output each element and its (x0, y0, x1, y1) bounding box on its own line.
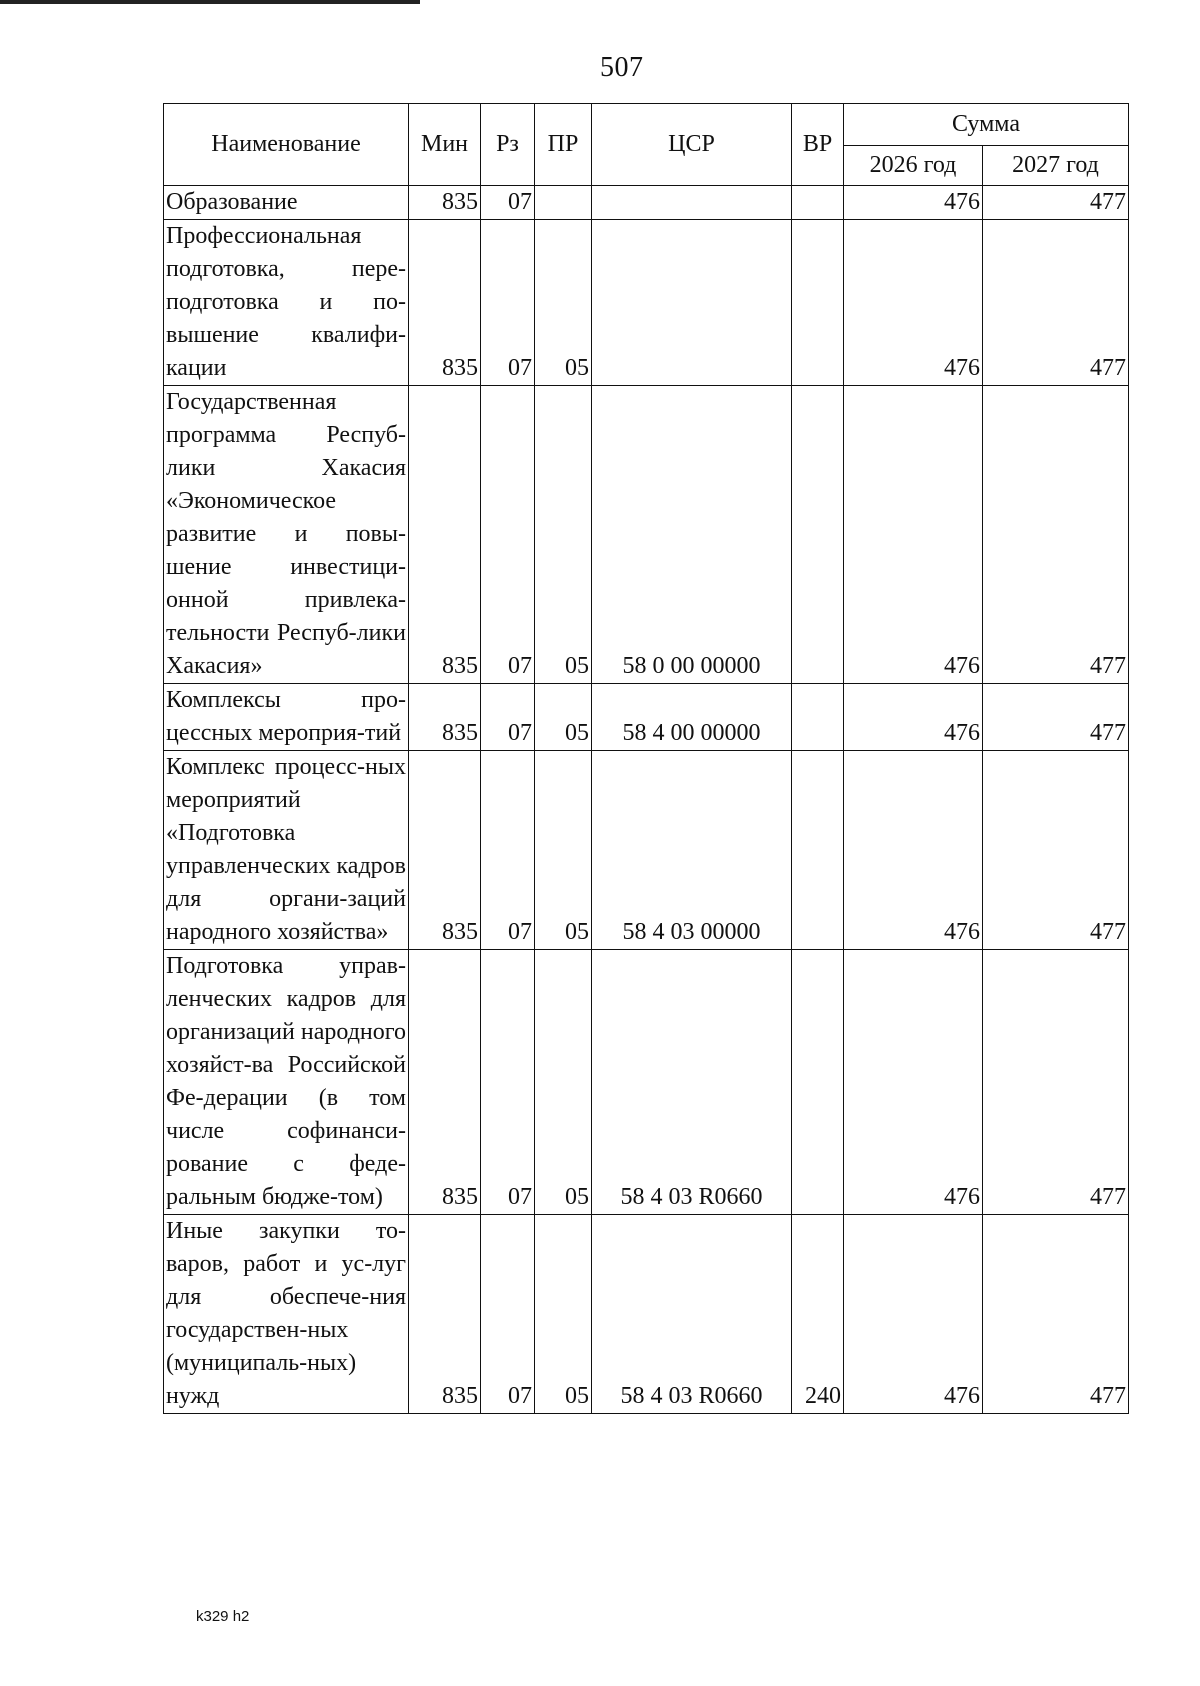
row-csr: 58 4 03 R0660 (592, 950, 792, 1215)
header-csr: ЦСР (592, 104, 792, 186)
row-pr: 05 (535, 684, 592, 751)
row-pr: 05 (535, 386, 592, 684)
row-csr: 58 0 00 00000 (592, 386, 792, 684)
row-sum-2026: 476 (844, 220, 983, 386)
header-year-2027: 2027 год (983, 146, 1129, 186)
header-name: Наименование (164, 104, 409, 186)
row-vr (792, 386, 844, 684)
header-sum: Сумма (844, 104, 1129, 146)
scan-edge-line (0, 0, 420, 4)
row-sum-2027: 477 (983, 186, 1129, 220)
row-csr: 58 4 03 R0660 (592, 1215, 792, 1414)
row-name: Государственная программа Респуб-лики Хакасия «Экономическое развитие и повы-шение инвестици-онной привлека-тельности Респуб-лики Хакасия» (164, 386, 409, 684)
row-sum-2027: 477 (983, 684, 1129, 751)
row-sum-2027: 477 (983, 386, 1129, 684)
row-sum-2027: 477 (983, 950, 1129, 1215)
row-rz: 07 (481, 220, 535, 386)
row-pr (535, 186, 592, 220)
row-sum-2027: 477 (983, 751, 1129, 950)
header-rz: Рз (481, 104, 535, 186)
row-rz: 07 (481, 950, 535, 1215)
row-min: 835 (409, 186, 481, 220)
header-pr: ПР (535, 104, 592, 186)
row-sum-2026: 476 (844, 684, 983, 751)
row-sum-2026: 476 (844, 386, 983, 684)
row-rz: 07 (481, 751, 535, 950)
row-name: Профессиональная подготовка, пере-подготовка и по-вышение квалифи-кации (164, 220, 409, 386)
row-pr: 05 (535, 1215, 592, 1414)
row-pr: 05 (535, 950, 592, 1215)
row-name: Иные закупки то-варов, работ и ус-луг для обеспече-ния государствен-ных (муниципаль-ных) нужд (164, 1215, 409, 1414)
row-rz: 07 (481, 684, 535, 751)
header-vr: ВР (792, 104, 844, 186)
header-year-2026: 2026 год (844, 146, 983, 186)
row-rz: 07 (481, 186, 535, 220)
header-min: Мин (409, 104, 481, 186)
row-sum-2026: 476 (844, 950, 983, 1215)
row-sum-2026: 476 (844, 1215, 983, 1414)
table-row (164, 186, 1129, 220)
row-vr (792, 751, 844, 950)
table-row (164, 386, 1129, 684)
row-csr: 58 4 00 00000 (592, 684, 792, 751)
row-vr: 240 (792, 1215, 844, 1414)
row-name: Образование (164, 186, 409, 220)
row-name: Подготовка управ-ленческих кадров для организаций народного хозяйст-ва Российской Фе-дерации (в том числе софинанси-рование с феде-ральным бюдже-том) (164, 950, 409, 1215)
row-csr: 58 4 03 00000 (592, 751, 792, 950)
table-row (164, 751, 1129, 950)
budget-table (163, 103, 1129, 1414)
table-row (164, 220, 1129, 386)
row-min: 835 (409, 684, 481, 751)
table-row (164, 684, 1129, 751)
row-min: 835 (409, 1215, 481, 1414)
row-sum-2026: 476 (844, 186, 983, 220)
row-name: Комплексы про-цессных мероприя-тий (164, 684, 409, 751)
page-number: 507 (600, 52, 644, 83)
row-csr (592, 220, 792, 386)
row-rz: 07 (481, 1215, 535, 1414)
table-row (164, 950, 1129, 1215)
footer-document-code: k329 h2 (196, 1608, 250, 1625)
row-vr (792, 950, 844, 1215)
row-rz: 07 (481, 386, 535, 684)
row-vr (792, 220, 844, 386)
row-min: 835 (409, 950, 481, 1215)
row-min: 835 (409, 751, 481, 950)
table-row (164, 1215, 1129, 1414)
row-min: 835 (409, 220, 481, 386)
row-min: 835 (409, 386, 481, 684)
row-sum-2026: 476 (844, 751, 983, 950)
row-sum-2027: 477 (983, 220, 1129, 386)
row-vr (792, 684, 844, 751)
row-pr: 05 (535, 751, 592, 950)
row-vr (792, 186, 844, 220)
row-name: Комплекс процесс-ных мероприятий «Подготовка управленческих кадров для органи-заций народного хозяйства» (164, 751, 409, 950)
row-pr: 05 (535, 220, 592, 386)
row-csr (592, 186, 792, 220)
row-sum-2027: 477 (983, 1215, 1129, 1414)
